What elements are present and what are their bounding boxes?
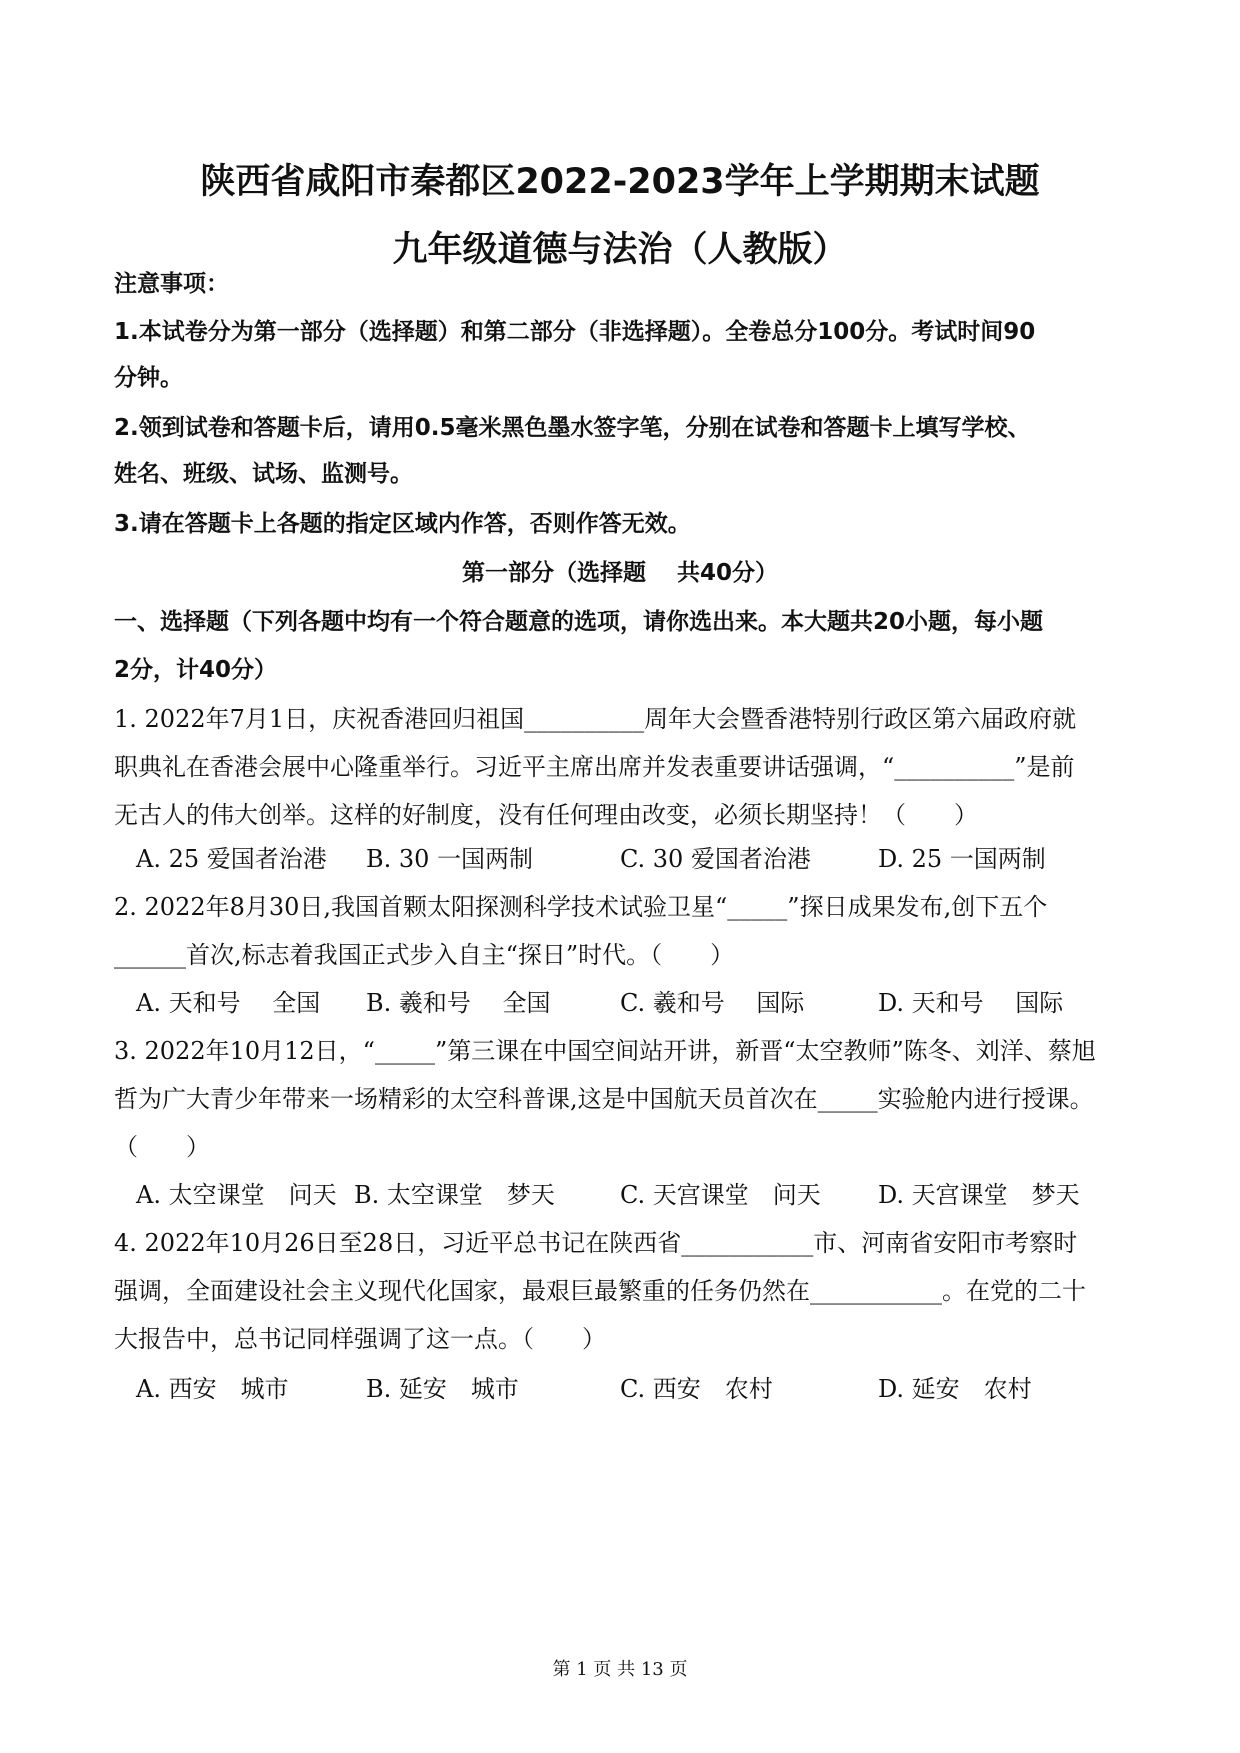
question-4-text: 强调，全面建设社会主义现代化国家，最艰巨最繁重的任务仍然在___________。在党的二十 [114,1277,1086,1305]
option-a: A. 太空课堂 问天 [136,1181,337,1209]
notice-heading: 注意事项： [114,271,229,297]
question-3-options [136,1178,1136,1212]
option-c: C. 西安 农村 [620,1375,773,1403]
notice-line: 3.请在答题卡上各题的指定区域内作答，否则作答无效。 [114,511,691,537]
section-heading: 一、选择题（下列各题中均有一个符合题意的选项，请你选出来。本大题共20小题，每小题 [114,609,1044,635]
notice-line: 姓名、班级、试场、监测号。 [114,461,413,487]
question-1-text: 职典礼在香港会展中心隆重举行。习近平主席出席并发表重要讲话强调，“__________”是前 [114,753,1075,781]
notice-line: 2.领到试卷和答题卡后，请用0.5毫米黑色墨水签字笔，分别在试卷和答题卡上填写学校、 [114,415,1031,441]
option-b: B. 羲和号 全国 [366,989,551,1017]
option-c: C. 天宫课堂 问天 [620,1181,821,1209]
question-2-options [136,986,1136,1020]
part-heading: 第一部分（选择题 共40分） [461,560,778,586]
question-4-text: 4. 2022年10月26日至28日，习近平总书记在陕西省___________市、河南省安阳市考察时 [114,1229,1078,1257]
option-a: A. 天和号 全国 [136,989,321,1017]
exam-subtitle: 九年级道德与法治（人教版） [392,230,848,270]
notice-line: 1.本试卷分为第一部分（选择题）和第二部分（非选择题）。全卷总分100分。考试时间90 [114,319,1036,345]
question-2-text: ______首次,标志着我国正式步入自主“探日”时代。（ ） [114,941,735,969]
option-b: B. 30 一国两制 [366,845,534,873]
question-2-text: 2. 2022年8月30日,我国首颗太阳探测科学技术试验卫星“_____”探日成果发布,创下五个 [114,893,1048,921]
question-4-text: 大报告中，总书记同样强调了这一点。（ ） [114,1325,606,1353]
page-number: 第 1 页 共 13 页 [552,1659,688,1680]
option-a: A. 西安 城市 [136,1375,289,1403]
option-c: C. 30 爱国者治港 [620,845,811,873]
question-3-text: （ ） [114,1133,210,1161]
question-4-options [136,1372,1136,1406]
question-1-text: 无古人的伟大创举。这样的好制度，没有任何理由改变，必须长期坚持！（ ） [114,801,978,829]
option-c: C. 羲和号 国际 [620,989,805,1017]
exam-title: 陕西省咸阳市秦都区2022-2023学年上学期期末试题 [200,162,1040,202]
question-3-text: 哲为广大青少年带来一场精彩的太空科普课,这是中国航天员首次在_____实验舱内进行授课。 [114,1085,1094,1113]
question-1-options [136,842,1136,876]
notice-line: 分钟。 [114,365,183,391]
option-b: B. 延安 城市 [366,1375,519,1403]
option-d: D. 天宫课堂 梦天 [878,1181,1080,1209]
option-d: D. 延安 农村 [878,1375,1032,1403]
section-heading: 2分，计40分） [114,657,278,683]
question-3-text: 3. 2022年10月12日，“_____”第三课在中国空间站开讲，新晋“太空教师”陈冬、刘洋、蔡旭 [114,1037,1096,1065]
question-1-text: 1. 2022年7月1日，庆祝香港回归祖国__________周年大会暨香港特别行政区第六届政府就 [114,705,1077,733]
option-b: B. 太空课堂 梦天 [354,1181,555,1209]
option-d: D. 25 一国两制 [878,845,1046,873]
option-a: A. 25 爱国者治港 [136,845,327,873]
option-d: D. 天和号 国际 [878,989,1064,1017]
